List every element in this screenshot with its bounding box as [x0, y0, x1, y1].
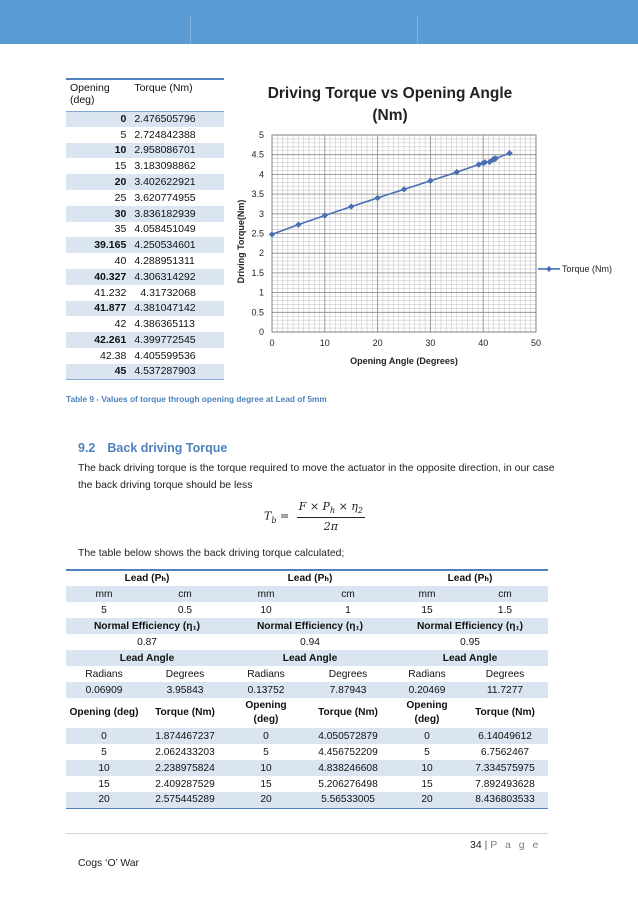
table-row	[66, 158, 224, 174]
torque-cell: 4.456752209	[318, 746, 378, 758]
section-title: Back driving Torque	[107, 441, 228, 455]
x-axis-label: Opening Angle (Degrees)	[350, 356, 458, 366]
y-tick-label: 1.5	[251, 267, 264, 278]
table-row	[66, 127, 224, 143]
opening-cell: 20	[392, 792, 462, 808]
opening-cell: 5	[120, 128, 127, 141]
opening-cell: 40.327	[66, 269, 130, 285]
col-header-opening: Opening (deg)	[66, 79, 130, 111]
torque-cell: 2.062433203	[155, 746, 215, 758]
table-row	[66, 348, 224, 364]
lead-angle-label: Lead Angle	[228, 650, 392, 666]
y-tick-label: 4	[258, 169, 264, 180]
chart-title-line2: (Nm)	[372, 107, 408, 124]
table-row	[66, 237, 224, 253]
legend-marker	[546, 266, 552, 272]
torque-cell: 4.050572879	[304, 728, 392, 744]
angle-deg-value: 11.7277	[462, 682, 548, 698]
y-tick-label: 0.5	[251, 307, 264, 318]
torque-cell: 2.958086701	[130, 143, 224, 159]
torque-cell: 3.183098862	[134, 160, 196, 173]
torque-cell: 6.7562467	[480, 746, 530, 758]
footer-divider	[66, 833, 548, 834]
table-row	[66, 143, 224, 159]
lead-header-row	[66, 570, 548, 586]
angle-deg-value: 3.95843	[142, 682, 228, 698]
unit-mm: mm	[228, 586, 304, 602]
table-row	[66, 174, 224, 190]
torque-cell: 5.206276498	[318, 778, 378, 790]
x-tick-label: 0	[269, 338, 275, 348]
opening-cell: 35	[114, 223, 127, 236]
back-driving-torque-table	[66, 569, 548, 809]
lead-value-row	[66, 602, 548, 618]
opening-cell: 15	[421, 778, 433, 790]
unit-cm: cm	[142, 586, 228, 602]
back-driving-torque-formula: $T_b$ = $\frac{F \times P_h \times \eta_2}{2\pi}$	[264, 500, 363, 534]
unit-row	[66, 586, 548, 602]
unit-radians: Radians	[408, 668, 446, 680]
efficiency-label: Normal Efficiency (η₁)	[66, 618, 228, 634]
angle-deg-value: 7.87943	[304, 682, 392, 698]
torque-header: Torque (Nm)	[155, 707, 215, 718]
opening-cell: 20	[228, 792, 304, 808]
table-row	[66, 728, 548, 744]
opening-header: Opening (deg)	[69, 707, 139, 718]
table-row	[66, 316, 224, 332]
torque-cell: 4.399772545	[130, 332, 224, 348]
y-tick-label: 3.5	[251, 189, 264, 200]
unit-degrees: Degrees	[328, 668, 368, 680]
opening-cell: 41.877	[66, 301, 130, 317]
opening-cell: 20	[66, 174, 130, 190]
table-caption: Table 9 - Values of torque through opening degree at Lead of 5mm	[66, 394, 327, 404]
opening-cell: 10	[66, 143, 130, 159]
table-row	[66, 760, 548, 776]
header-divider	[190, 16, 191, 44]
torque-table	[66, 78, 224, 380]
unit-cm: cm	[304, 586, 392, 602]
lead-mm-value: 5	[101, 604, 107, 616]
opening-cell: 30	[66, 206, 130, 222]
y-axis-label: Driving Torque(Nm)	[236, 199, 246, 284]
col-header-torque: Torque (Nm)	[130, 79, 224, 111]
torque-cell: 2.238975824	[142, 760, 228, 776]
opening-cell: 15	[114, 160, 127, 173]
torque-cell: 4.250534601	[130, 237, 224, 253]
table-row	[66, 269, 224, 285]
opening-cell: 0	[392, 728, 462, 744]
y-tick-label: 5	[258, 130, 264, 140]
unit-radians: Radians	[85, 668, 123, 680]
opening-header: Opening (deg)	[245, 700, 287, 725]
opening-cell: 42.38	[100, 349, 127, 362]
torque-cell: 4.386365113	[134, 318, 195, 331]
torque-cell: 4.31732068	[140, 286, 196, 299]
opening-cell: 5	[424, 746, 430, 758]
lead-mm-value: 15	[421, 604, 433, 616]
opening-header: Opening (deg)	[406, 700, 448, 725]
footer-company: Cogs ‘O’ War	[78, 858, 140, 869]
opening-cell: 5	[101, 746, 107, 758]
angle-rad-value: 0.06909	[66, 682, 142, 698]
y-tick-label: 4.5	[251, 149, 264, 160]
opening-cell: 25	[114, 191, 127, 204]
torque-cell: 7.334575975	[462, 760, 548, 776]
efficiency-label: Normal Efficiency (η₁)	[392, 618, 548, 634]
lead-angle-label: Lead Angle	[66, 650, 228, 666]
torque-cell: 2.476505796	[130, 111, 224, 127]
torque-cell: 5.56533005	[304, 792, 392, 808]
lead-mm-value: 10	[260, 604, 272, 616]
unit-mm: mm	[392, 586, 462, 602]
unit-mm: mm	[66, 586, 142, 602]
data-point	[374, 195, 380, 201]
angle-unit-row	[66, 666, 548, 682]
opening-cell: 41.232	[94, 286, 127, 299]
torque-cell: 4.058451049	[134, 223, 196, 236]
y-tick-label: 2.5	[251, 228, 264, 239]
table-row	[66, 285, 224, 301]
unit-radians: Radians	[247, 668, 285, 680]
header-divider	[417, 16, 418, 44]
table-row	[66, 332, 224, 348]
lead-angle-label: Lead Angle	[392, 650, 548, 666]
efficiency-value: 0.95	[460, 636, 480, 648]
table-row	[66, 253, 224, 269]
x-tick-label: 20	[372, 338, 383, 348]
torque-cell: 2.724842388	[134, 128, 196, 141]
chart-title: Driving Torque vs Opening Angle	[267, 85, 513, 102]
opening-cell: 42	[114, 318, 127, 331]
x-tick-label: 10	[319, 338, 330, 348]
section-number: 9.2	[78, 441, 96, 455]
opening-cell: 39.165	[66, 237, 130, 253]
opening-cell: 10	[228, 760, 304, 776]
y-tick-label: 1	[258, 287, 264, 298]
lead-cm-value: 0.5	[177, 604, 193, 616]
opening-cell: 0	[66, 111, 130, 127]
opening-cell: 20	[66, 792, 142, 808]
table-row	[66, 190, 224, 206]
section-paragraph: The back driving torque is the torque required to move the actuator in the opposite direction, in our case the back driving torque should be less	[78, 463, 555, 491]
opening-cell: 10	[66, 760, 142, 776]
lead-label: Lead (Pₕ)	[392, 570, 548, 586]
opening-cell: 0	[66, 728, 142, 744]
torque-cell: 8.436803533	[462, 792, 548, 808]
torque-cell: 4.381047142	[130, 301, 224, 317]
torque-cell: 3.620774955	[134, 191, 196, 204]
torque-cell: 4.838246608	[304, 760, 392, 776]
table-row	[66, 206, 224, 222]
torque-header: Torque (Nm)	[475, 707, 535, 718]
opening-cell: 10	[392, 760, 462, 776]
table-intro-text: The table below shows the back driving torque calculated;	[78, 548, 345, 559]
torque-cell: 4.306314292	[130, 269, 224, 285]
torque-cell: 3.402622921	[130, 174, 224, 190]
opening-cell: 5	[263, 746, 269, 758]
table-row	[66, 222, 224, 238]
angle-rad-value: 0.20469	[392, 682, 462, 698]
opening-cell: 45	[66, 364, 130, 380]
page-number: 34 | P a g e	[470, 839, 541, 851]
x-tick-label: 30	[425, 338, 436, 348]
x-tick-label: 50	[530, 338, 542, 348]
y-tick-label: 3	[258, 208, 264, 219]
y-tick-label: 2	[258, 248, 264, 259]
angle-rad-value: 0.13752	[228, 682, 304, 698]
legend-label: Torque (Nm)	[562, 263, 613, 274]
unit-degrees: Degrees	[485, 668, 525, 680]
torque-cell: 4.405599536	[134, 349, 196, 362]
table-row	[66, 301, 224, 317]
opening-torque-header-row	[66, 698, 548, 728]
table-row	[66, 792, 548, 808]
y-tick-label: 0	[258, 327, 264, 337]
data-point	[348, 203, 354, 209]
torque-line-chart	[228, 76, 613, 376]
table-row	[66, 776, 548, 792]
torque-cell: 2.409287529	[155, 778, 215, 790]
torque-cell: 1.874467237	[142, 728, 228, 744]
unit-degrees: Degrees	[165, 668, 205, 680]
lead-angle-header-row	[66, 650, 548, 666]
opening-cell: 40	[114, 255, 127, 268]
data-point	[269, 231, 275, 237]
table-row	[66, 744, 548, 760]
data-point	[401, 186, 407, 192]
lead-cm-value: 1	[345, 604, 351, 616]
lead-cm-value: 1.5	[497, 604, 513, 616]
x-tick-label: 40	[478, 338, 489, 348]
torque-cell: 3.836182939	[130, 206, 224, 222]
efficiency-header-row	[66, 618, 548, 634]
torque-cell: 4.288951311	[134, 255, 195, 268]
efficiency-value: 0.87	[137, 636, 157, 648]
efficiency-value-row	[66, 634, 548, 650]
torque-cell: 4.537287903	[130, 364, 224, 380]
opening-cell: 0	[228, 728, 304, 744]
torque-header: Torque (Nm)	[318, 707, 378, 718]
unit-cm: cm	[462, 586, 548, 602]
table-row	[66, 111, 224, 127]
torque-cell: 2.575445289	[142, 792, 228, 808]
efficiency-label: Normal Efficiency (η₁)	[228, 618, 392, 634]
opening-cell: 15	[260, 778, 272, 790]
efficiency-value: 0.94	[300, 636, 320, 648]
header-bar	[0, 0, 638, 44]
data-point	[295, 221, 301, 227]
lead-label: Lead (Pₕ)	[66, 570, 228, 586]
opening-cell: 15	[98, 778, 110, 790]
torque-cell: 6.14049612	[462, 728, 548, 744]
section-heading	[78, 441, 227, 455]
angle-value-row	[66, 682, 548, 698]
opening-cell: 42.261	[66, 332, 130, 348]
table-row	[66, 364, 224, 380]
torque-cell: 7.892493628	[475, 778, 535, 790]
lead-label: Lead (Pₕ)	[228, 570, 392, 586]
